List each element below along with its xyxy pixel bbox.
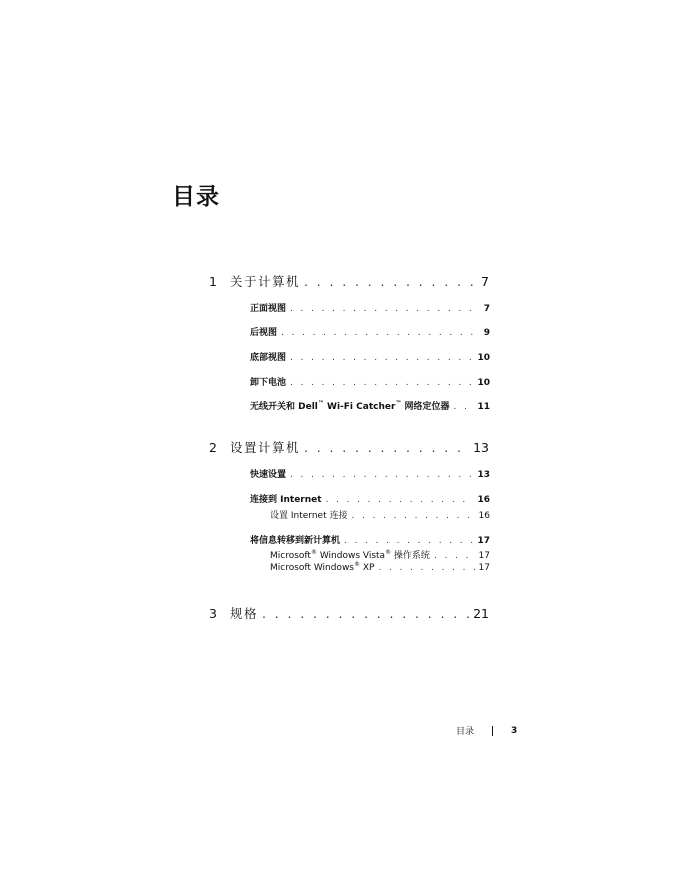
toc-section-front-view[interactable] [250, 301, 490, 314]
dot-leader [281, 328, 480, 338]
dot-leader [290, 378, 473, 388]
toc-section-connect-internet[interactable] [250, 492, 490, 505]
chapter-title: 关于计算机 [230, 274, 301, 289]
section-title: 底部视图 [250, 353, 287, 363]
dot-leader [304, 274, 477, 289]
chapter-title: 规格 [230, 606, 259, 621]
chapter-number: 2 [209, 440, 219, 455]
dot-leader [290, 304, 480, 314]
page-number: 13 [473, 440, 489, 455]
page-number: 11 [477, 402, 490, 412]
page-number: 16 [477, 495, 490, 505]
page-number: 10 [477, 353, 490, 363]
toc-subsection-vista[interactable] [270, 548, 490, 561]
dot-leader [378, 563, 474, 573]
page-number: 17 [478, 563, 490, 573]
subsection-title: 设置 Internet 连接 [270, 511, 348, 521]
page-number: 21 [473, 606, 489, 621]
dot-leader [304, 440, 469, 455]
page-number: 9 [483, 328, 490, 338]
dot-leader [290, 470, 473, 480]
section-title: 后视图 [250, 328, 278, 338]
dot-leader [326, 495, 474, 505]
page-number: 7 [481, 274, 489, 289]
dot-leader [434, 551, 475, 561]
page-number: 7 [483, 304, 490, 314]
page-number: 17 [477, 536, 490, 546]
page-number: 10 [477, 378, 490, 388]
dot-leader [344, 536, 473, 546]
page-number: 17 [478, 551, 490, 561]
page-title: 目录 [172, 184, 220, 210]
subsection-title: Microsoft® Windows Vista® 操作系统 [270, 549, 430, 561]
toc-section-transfer-info[interactable] [250, 533, 490, 546]
dot-leader [290, 353, 473, 363]
subsection-title: Microsoft Windows® XP [270, 561, 375, 573]
toc-chapter-3[interactable] [209, 604, 489, 622]
chapter-title: 设置计算机 [230, 440, 301, 455]
page-number: 16 [478, 511, 490, 521]
toc-section-bottom-view[interactable] [250, 350, 490, 363]
toc-chapter-1[interactable] [209, 272, 489, 290]
dot-leader [454, 402, 474, 412]
toc-section-quick-setup[interactable] [250, 467, 490, 480]
section-title: 快速设置 [250, 470, 287, 480]
page-footer [456, 724, 517, 737]
section-title: 将信息转移到新计算机 [250, 536, 341, 546]
section-title: 正面视图 [250, 304, 287, 314]
toc-section-back-view[interactable] [250, 325, 490, 338]
footer-page-number: 3 [511, 725, 518, 736]
section-title: 无线开关和 Dell™ Wi-Fi Catcher™ 网络定位器 [250, 400, 450, 412]
toc-section-wireless-switch[interactable] [250, 399, 490, 412]
footer-title: 目录 [456, 727, 475, 737]
chapter-number: 1 [209, 274, 219, 289]
dot-leader [351, 511, 474, 521]
section-title: 连接到 Internet [250, 495, 322, 505]
toc-subsection-setup-internet[interactable] [270, 508, 490, 521]
dot-leader [262, 606, 469, 621]
page-number: 13 [477, 470, 490, 480]
footer-divider [492, 726, 493, 736]
toc-subsection-xp[interactable] [270, 563, 490, 573]
toc-section-remove-battery[interactable] [250, 375, 490, 388]
section-title: 卸下电池 [250, 378, 287, 388]
toc-chapter-2[interactable] [209, 438, 489, 456]
chapter-number: 3 [209, 606, 219, 621]
